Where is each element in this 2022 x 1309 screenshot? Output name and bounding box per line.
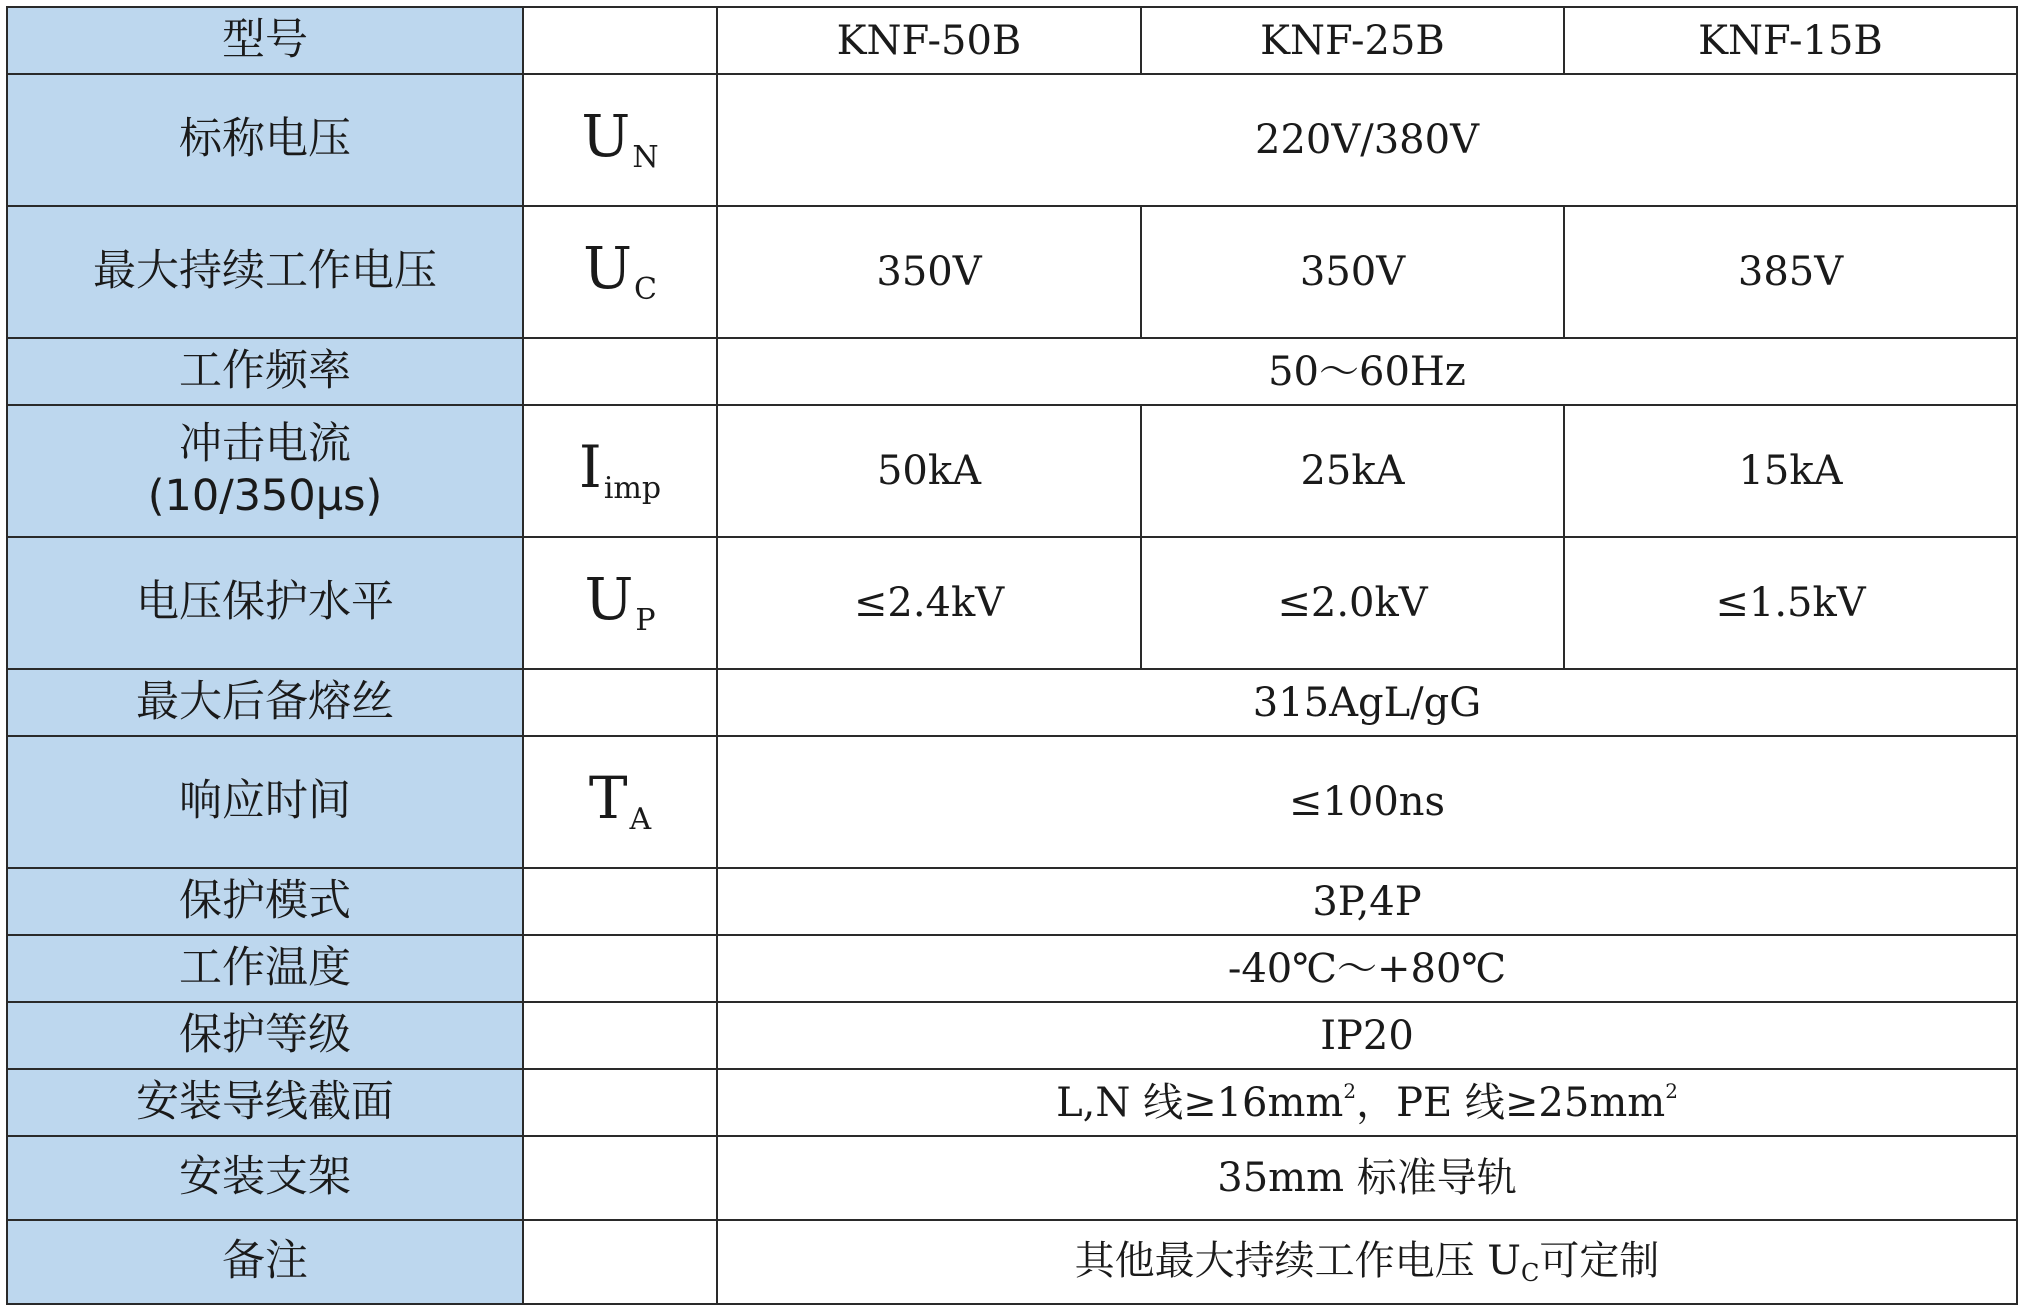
value-nominal-voltage: 220V/380V	[717, 74, 2017, 206]
table-row-nominal-voltage	[7, 74, 2017, 206]
table-row-frequency	[7, 338, 2017, 405]
value-iimp-model-3: 15kA	[1564, 405, 2017, 537]
table-row-protection-class	[7, 1002, 2017, 1069]
value-response-time: ≤100ns	[717, 736, 2017, 868]
row-label-voltage-protection-level: 电压保护水平	[7, 537, 523, 669]
symbol-cell-empty	[523, 1069, 717, 1136]
wire-text-part-2: ，PE 线≥25mm	[1356, 1079, 1666, 1126]
symbol-cell-empty	[523, 1220, 717, 1304]
wire-text-part-1: L,N 线≥16mm	[1056, 1079, 1344, 1126]
row-label-operating-temperature: 工作温度	[7, 935, 523, 1002]
value-uc-model-1: 350V	[717, 206, 1141, 338]
table-row-voltage-protection-level	[7, 537, 2017, 669]
symbol-cell-empty	[523, 338, 717, 405]
symbol-letter: U	[584, 565, 634, 634]
row-label-protection-class: 保护等级	[7, 1002, 523, 1069]
row-label-nominal-voltage: 标称电压	[7, 74, 523, 206]
value-protection-class: IP20	[717, 1002, 2017, 1069]
value-mounting-rail: 35mm 标准导轨	[717, 1136, 2017, 1220]
value-uc-model-3: 385V	[1564, 206, 2017, 338]
symbol-cell-empty	[523, 1002, 717, 1069]
value-up-model-3: ≤1.5kV	[1564, 537, 2017, 669]
table-row-impulse-current	[7, 405, 2017, 537]
table-row-max-continuous-voltage	[7, 206, 2017, 338]
symbol-cell-empty	[523, 1136, 717, 1220]
table-row-remarks	[7, 1220, 2017, 1304]
row-label-protection-mode: 保护模式	[7, 868, 523, 935]
symbol-cell-empty	[523, 7, 717, 74]
row-label-mounting-rail: 安装支架	[7, 1136, 523, 1220]
value-max-backup-fuse: 315AgL/gG	[717, 669, 2017, 736]
value-protection-mode: 3P,4P	[717, 868, 2017, 935]
value-remarks	[717, 1220, 2017, 1304]
value-frequency: 50～60Hz	[717, 338, 2017, 405]
table-row-model	[7, 7, 2017, 74]
symbol-uc	[523, 206, 717, 338]
symbol-cell-empty	[523, 868, 717, 935]
symbol-letter: U	[583, 234, 632, 303]
symbol-ta	[523, 736, 717, 868]
table-row-protection-mode	[7, 868, 2017, 935]
symbol-subscript: N	[632, 139, 659, 175]
remarks-text-part-1: 其他最大持续工作电压 U	[1074, 1237, 1522, 1284]
symbol-cell-empty	[523, 935, 717, 1002]
value-uc-model-2: 350V	[1141, 206, 1564, 338]
model-header-3: KNF-15B	[1564, 7, 2017, 74]
value-wire-cross-section	[717, 1069, 2017, 1136]
table-row-response-time	[7, 736, 2017, 868]
table-row-wire-cross-section	[7, 1069, 2017, 1136]
symbol-up	[523, 537, 717, 669]
symbol-subscript: A	[629, 801, 652, 837]
symbol-subscript: imp	[603, 470, 662, 506]
row-label-response-time: 响应时间	[7, 736, 523, 868]
label-line-1: 冲击电流	[179, 419, 351, 470]
value-iimp-model-1: 50kA	[717, 405, 1141, 537]
remarks-text-part-2: 可定制	[1539, 1237, 1660, 1284]
wire-superscript-2: 2	[1665, 1078, 1678, 1103]
row-label-remarks: 备注	[7, 1220, 523, 1304]
remarks-subscript: C	[1521, 1258, 1540, 1287]
value-up-model-1: ≤2.4kV	[717, 537, 1141, 669]
table-row-max-backup-fuse	[7, 669, 2017, 736]
label-line-2: (10/350μs)	[147, 471, 383, 521]
table-row-mounting-rail	[7, 1136, 2017, 1220]
symbol-subscript: C	[633, 271, 657, 307]
value-up-model-2: ≤2.0kV	[1141, 537, 1564, 669]
model-header-2: KNF-25B	[1141, 7, 1564, 74]
wire-superscript-1: 2	[1343, 1078, 1357, 1103]
row-label-max-backup-fuse: 最大后备熔丝	[7, 669, 523, 736]
row-label-wire-cross-section: 安装导线截面	[7, 1069, 523, 1136]
row-label-max-continuous-voltage: 最大持续工作电压	[7, 206, 523, 338]
value-operating-temperature: -40℃～+80℃	[717, 935, 2017, 1002]
symbol-letter: I	[578, 433, 602, 502]
model-header-1: KNF-50B	[717, 7, 1141, 74]
symbol-subscript: P	[635, 602, 656, 638]
symbol-iimp	[523, 405, 717, 537]
symbol-letter: U	[581, 102, 631, 171]
table-row-operating-temperature	[7, 935, 2017, 1002]
symbol-un	[523, 74, 717, 206]
spec-table	[6, 6, 2018, 1305]
value-iimp-model-2: 25kA	[1141, 405, 1564, 537]
symbol-cell-empty	[523, 669, 717, 736]
symbol-letter: T	[588, 764, 628, 833]
row-label-impulse-current	[7, 405, 523, 537]
row-label-frequency: 工作频率	[7, 338, 523, 405]
row-label-model: 型号	[7, 7, 523, 74]
